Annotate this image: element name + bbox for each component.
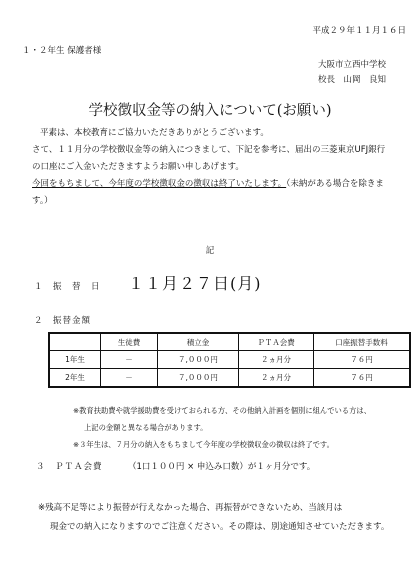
fee-cell-pta: ２ヵ月分 xyxy=(239,351,314,369)
fee-header-savings: 積立金 xyxy=(158,333,239,351)
fee-header-pta: ＰＴＡ会費 xyxy=(239,333,314,351)
table-row xyxy=(49,369,410,388)
ki-heading: 記 xyxy=(205,246,215,256)
final-collection-notice: 今回をもちまして、今年度の学校徴収金の徴収は終了いたします。 xyxy=(32,179,287,189)
body-text xyxy=(32,125,392,210)
fee-cell-transfer-fee: ７６円 xyxy=(314,351,411,369)
transfer-date-value: １１月２７日(月) xyxy=(128,274,262,293)
fee-cell-student: － xyxy=(101,369,158,388)
fee-cell-savings: ７,０００円 xyxy=(158,369,239,388)
body-paragraph-greeting: 平素は、本校教育にご協力いただきありがとうございます。 xyxy=(40,128,269,138)
transfer-date-label: １ 振 替 日 xyxy=(34,282,101,292)
fee-cell-transfer-fee: ７６円 xyxy=(314,369,411,388)
footer-note-line2: 現金での納入になりますのでご注意ください。その際は、別途通知させていただきます。 xyxy=(50,522,390,532)
final-collection-exception: （未納がある場合を除きます。） xyxy=(32,179,384,206)
principal-name: 校長 山岡 良知 xyxy=(318,75,387,85)
fee-cell-grade: 2年生 xyxy=(49,369,101,388)
fee-table xyxy=(48,332,411,388)
body-paragraph-final xyxy=(32,176,392,210)
transfer-amount-label: ２ 振替金額 xyxy=(34,316,92,326)
school-name: 大阪市立西中学校 xyxy=(318,60,387,70)
document-title: 学校徴収金等の納入について(お願い) xyxy=(88,103,332,119)
fee-cell-student: － xyxy=(101,351,158,369)
pta-fee-text: （1口１００円 × 申込み口数）が１ヶ月分です。 xyxy=(128,462,316,472)
fee-cell-savings: ７,０００円 xyxy=(158,351,239,369)
document-date: 平成２９年１１月１６日 xyxy=(312,26,406,36)
recipient-line: １・２年生 保護者様 xyxy=(22,46,102,56)
pta-fee-label: ３ ＰＴＡ会費 xyxy=(36,462,103,472)
fee-header-blank xyxy=(49,333,101,351)
fee-table-header-row xyxy=(49,333,410,351)
table-row xyxy=(49,351,410,369)
note-assistance-continued: 上記の金額と異なる場合があります。 xyxy=(84,423,208,432)
note-assistance: ※教育扶助費や就学援助費を受けておられる方、その他納入計画を個別に組んでいる方は、 xyxy=(73,406,371,415)
body-paragraph-request: さて、１１月分の学校徴収金等の納入につきまして、下記を参考に、届出の三菱東京UFJ銀行の口座にご入金いただきますようお願い申しあげます。 xyxy=(32,145,386,172)
fee-header-student: 生徒費 xyxy=(101,333,158,351)
note-third-year: ※３年生は、７月分の納入をもちまして今年度の学校徴収金の徴収は終了です。 xyxy=(73,440,334,449)
fee-header-transfer-fee: 口座振替手数料 xyxy=(314,333,411,351)
fee-cell-grade: 1年生 xyxy=(49,351,101,369)
fee-cell-pta: ２ヵ月分 xyxy=(239,369,314,388)
footer-note-line1: ※残高不足等により振替が行えなかった場合、再振替ができないため、当該月は xyxy=(38,503,343,513)
